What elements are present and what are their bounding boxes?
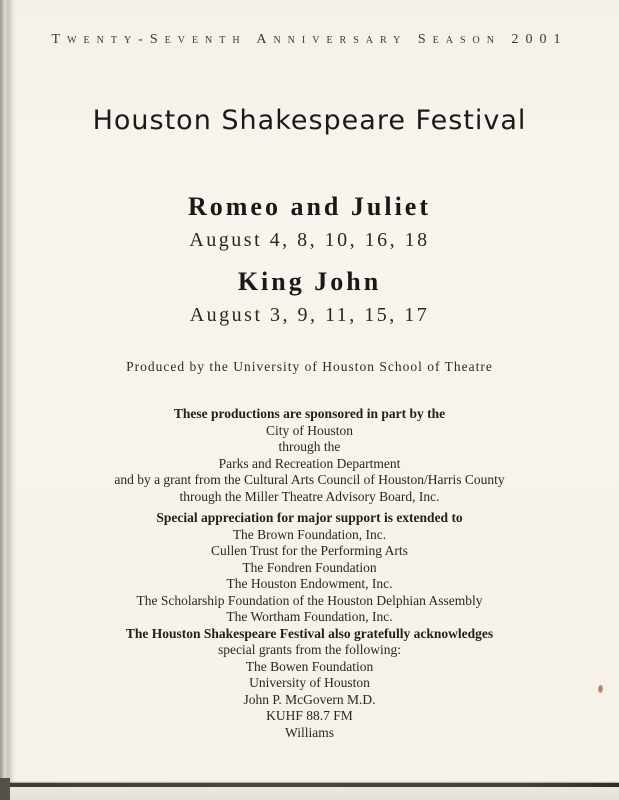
play-dates-king-john: August 3, 9, 11, 15, 17 — [189, 304, 430, 326]
scan-under-page-strip — [0, 787, 619, 800]
play-title-romeo-and-juliet: Romeo and Juliet — [188, 192, 431, 221]
play-dates-romeo-and-juliet: August 4, 8, 10, 16, 18 — [189, 229, 430, 251]
sponsor-line: through the Miller Theatre Advisory Board, Inc. — [179, 488, 440, 504]
grant-line: special grants from the following: — [218, 642, 401, 657]
sponsors-block — [114, 406, 504, 505]
sponsor-line: and by a grant from the Cultural Arts Council of Houston/Harris County — [114, 472, 505, 487]
major-support-block — [136, 510, 482, 626]
supporter-line: The Houston Endowment, Inc. — [226, 576, 393, 591]
supporter-line: Cullen Trust for the Performing Arts — [211, 543, 408, 558]
grant-line: Williams — [285, 724, 334, 740]
play-title-king-john: King John — [237, 267, 382, 296]
grant-line: University of Houston — [249, 675, 370, 690]
sponsor-line: through the — [278, 439, 341, 454]
supporter-line: The Wortham Foundation, Inc. — [226, 609, 393, 624]
sponsor-line: Parks and Recreation Department — [218, 455, 401, 471]
scan-bottom-left-corner — [0, 778, 10, 800]
scan-edge-left — [0, 0, 16, 786]
festival-title: Houston Shakespeare Festival — [92, 105, 527, 136]
grant-line: John P. McGovern M.D. — [243, 691, 376, 707]
produced-by-line: Produced by the University of Houston School of Theatre — [126, 359, 493, 374]
sponsor-line: City of Houston — [265, 422, 353, 438]
supporter-line: The Brown Foundation, Inc. — [232, 526, 387, 542]
season-header: Twenty-Seventh Anniversary Season 2001 — [51, 32, 568, 47]
grants-block — [126, 626, 493, 742]
grant-line: The Bowen Foundation — [245, 658, 374, 674]
supporter-line: The Fondren Foundation — [242, 559, 377, 575]
grants-heading: The Houston Shakespeare Festival also gratefully acknowledges — [125, 625, 494, 641]
major-support-heading: Special appreciation for major support is extended to — [156, 510, 463, 525]
grant-line: KUHF 88.7 FM — [266, 708, 353, 723]
supporter-line: The Scholarship Foundation of the Houston Delphian Assembly — [136, 592, 483, 608]
sponsors-block-heading: These productions are sponsored in part by the — [173, 406, 446, 421]
